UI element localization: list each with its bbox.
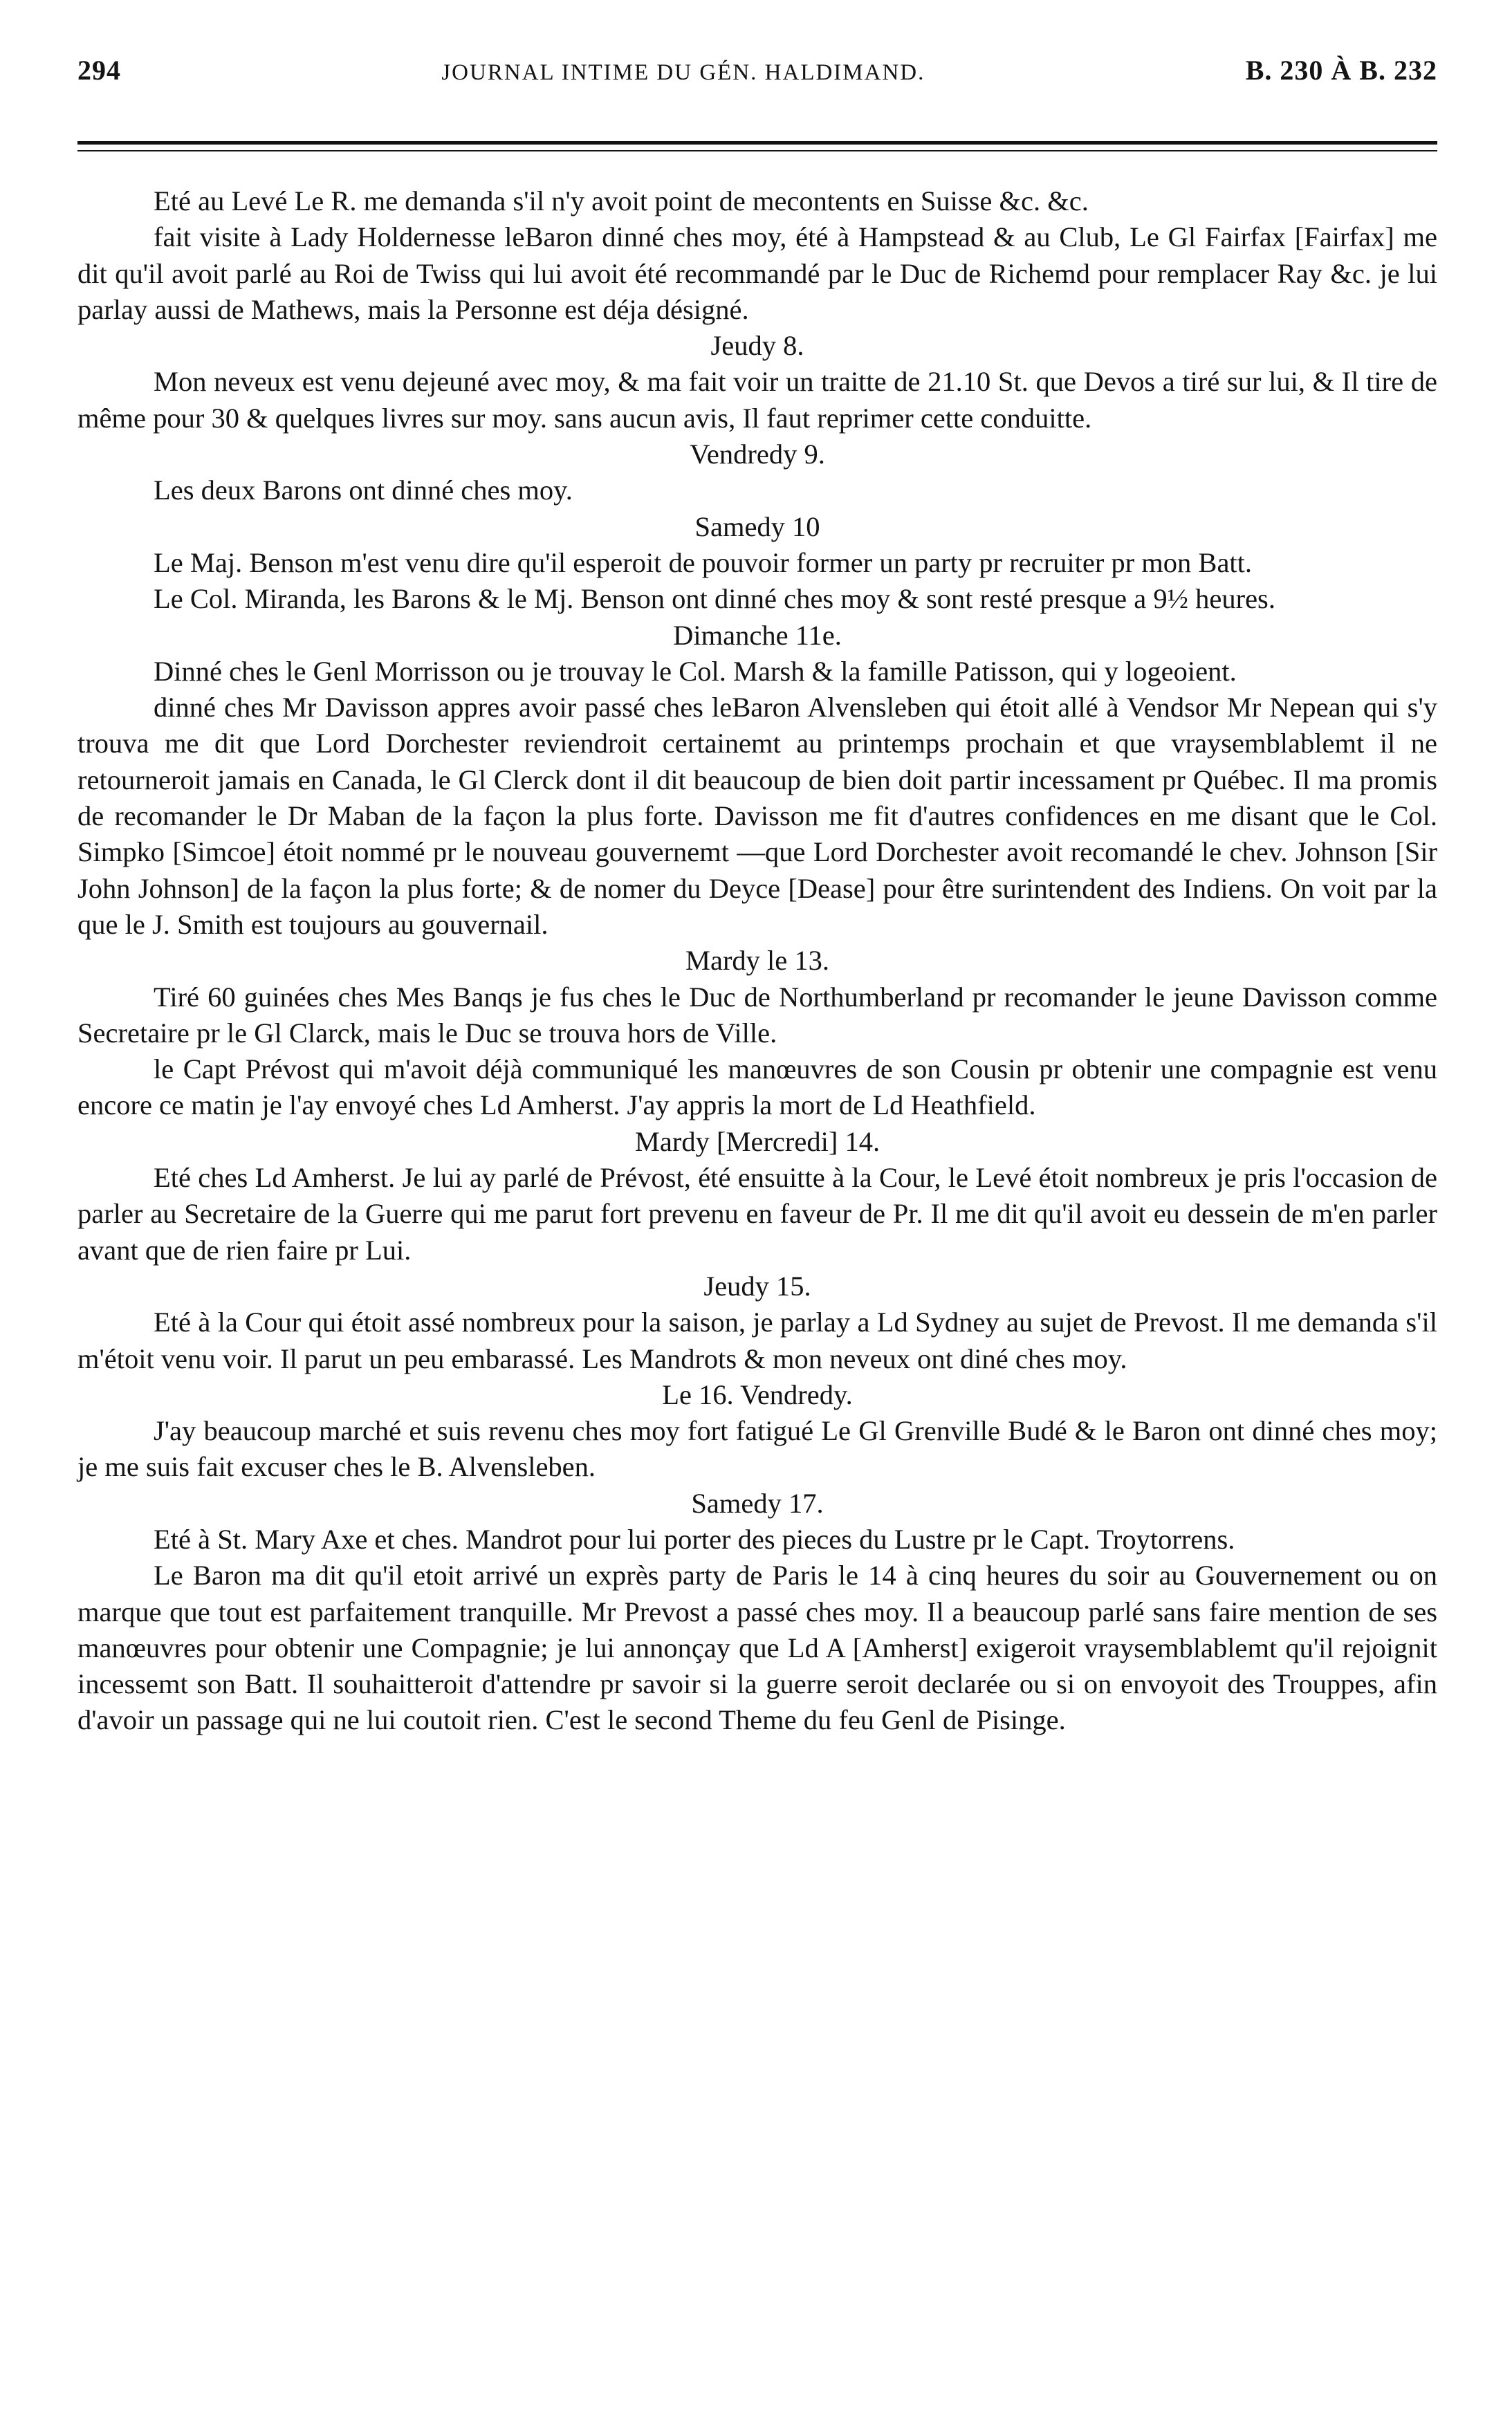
date-heading: Samedy 17. — [691, 1487, 824, 1519]
running-title: JOURNAL INTIME DU GÉN. HALDIMAND. — [441, 60, 925, 85]
header-rule-thick — [77, 141, 1437, 145]
journal-paragraph: Dinné ches le Genl Morrisson ou je trouvay le Col. Marsh & la famille Patisson, qui y logeoient. — [154, 655, 1237, 687]
date-heading: Dimanche 11e. — [673, 619, 842, 651]
journal-paragraph: dinné ches Mr Davisson appres avoir passé ches leBaron Alvensleben qui étoit allé à Vendsor Mr Nepean qui s'y trouva me dit que Lord Dorchester reviendroit certainemt au printemps prochain et que vraysemblablemt il ne retourneroit jamais en Canada, le Gl Clerck dont il dit beaucoup de bien doit partir incessament pr Québec. Il ma promis de recomander le Dr Maban de la façon la plus forte. Davisson me fit d'autres confidences en me disant que le Col. Simpko [Simcoe] étoit nommé pr le nouveau gouvernemt —que Lord Dorchester avoit recomandé le chev. Johnson [Sir John Johnson] de la façon la plus forte; & de nomer du Deyce [Dease] pour être surintendent des Indiens. On voit par la que le J. Smith est toujours au gouvernail. — [77, 692, 1437, 940]
journal-paragraph: Tiré 60 guinées ches Mes Banqs je fus ches le Duc de Northumberland pr recomander le jeune Davisson comme Secretaire pr le Gl Clarck, mais le Duc se trouva hors de Ville. — [77, 981, 1437, 1049]
journal-paragraph: Le Baron ma dit qu'il etoit arrivé un exprès party de Paris le 14 à cinq heures du soir au Gouvernement ou on marque que tout est parfaitement tranquille. Mr Prevost a passé ches moy. Il a beaucoup parlé sans faire mention de ses manœuvres pour obtenir une Compagnie; je lui annonçay que Ld A [Amherst] exigeroit vraysemblablemt qu'il rejoignit incessemt son Batt. Il souhaitteroit d'attendre pr savoir si la guerre seroit declarée ou si on envoyoit des Trouppes, afin d'avoir un passage qui ne lui coutoit rien. C'est le second Theme du feu Genl de Pisinge. — [77, 1560, 1437, 1736]
journal-body — [77, 183, 1437, 1739]
journal-paragraph: Les deux Barons ont dinné ches moy. — [154, 474, 573, 506]
journal-paragraph: Eté ches Ld Amherst. Je lui ay parlé de Prévost, été ensuitte à la Cour, le Levé étoit nombreux je pris l'occasion de parler au Secretaire de la Guerre qui me parut fort prevenu en faveur de Pr. Il me dit qu'il avoit eu dessein de m'en parler avant que de rien faire pr Lui. — [77, 1162, 1437, 1266]
journal-paragraph: Le Col. Miranda, les Barons & le Mj. Benson ont dinné ches moy & sont resté presque a 9½ heures. — [154, 583, 1275, 615]
journal-paragraph: fait visite à Lady Holdernesse leBaron dinné ches moy, été à Hampstead & au Club, Le Gl Fairfax [Fairfax] me dit qu'il avoit parlé au Roi de Twiss qui lui avoit été recommandé par le Duc de Richemd pour remplacer Ray &c. je lui parlay aussi de Mathews, mais la Personne est déja désigné. — [77, 221, 1437, 325]
journal-paragraph: Eté à St. Mary Axe et ches. Mandrot pour lui porter des pieces du Lustre pr le Capt. Troytorrens. — [154, 1523, 1235, 1555]
book-page — [77, 54, 1437, 1739]
journal-paragraph: Le Maj. Benson m'est venu dire qu'il esperoit de pouvoir former un party pr recruiter pr mon Batt. — [154, 546, 1253, 578]
running-head — [77, 54, 1437, 93]
date-heading: Samedy 10 — [694, 510, 820, 542]
journal-paragraph: Eté à la Cour qui étoit assé nombreux pour la saison, je parlay a Ld Sydney au sujet de Prevost. Il me demanda s'il m'étoit venu voir. Il parut un peu embarassé. Les Mandrots & mon neveux ont diné ches moy. — [77, 1307, 1437, 1374]
journal-paragraph: le Capt Prévost qui m'avoit déjà communiqué les manœuvres de son Cousin pr obtenir une compagnie est venu encore ce matin je l'ay envoyé ches Ld Amherst. J'ay appris la mort de Ld Heathfield. — [77, 1053, 1437, 1121]
journal-paragraph: Eté au Levé Le R. me demanda s'il n'y avoit point de mecontents en Suisse &c. &c. — [154, 185, 1089, 216]
date-heading: Vendredy 9. — [690, 439, 825, 470]
journal-paragraph: Mon neveux est venu dejeuné avec moy, & ma fait voir un traitte de 21.10 St. que Devos a tiré sur lui, & Il tire de même pour 30 & quelques livres sur moy. sans aucun avis, Il faut reprimer cette conduitte. — [77, 366, 1437, 434]
header-rule-thin — [77, 150, 1437, 151]
journal-paragraph: J'ay beaucoup marché et suis revenu ches moy fort fatigué Le Gl Grenville Budé & le Baron ont dinné ches moy; je me suis fait excuser ches le B. Alvensleben. — [77, 1415, 1437, 1483]
date-heading: Mardy [Mercredi] 14. — [634, 1125, 881, 1157]
date-heading: Le 16. Vendredy. — [662, 1378, 853, 1410]
date-heading: Jeudy 15. — [703, 1270, 811, 1302]
date-heading: Jeudy 8. — [710, 330, 804, 362]
date-heading: Mardy le 13. — [685, 945, 830, 977]
page-number: 294 — [77, 55, 121, 86]
volume-reference: B. 230 À B. 232 — [1245, 55, 1437, 86]
